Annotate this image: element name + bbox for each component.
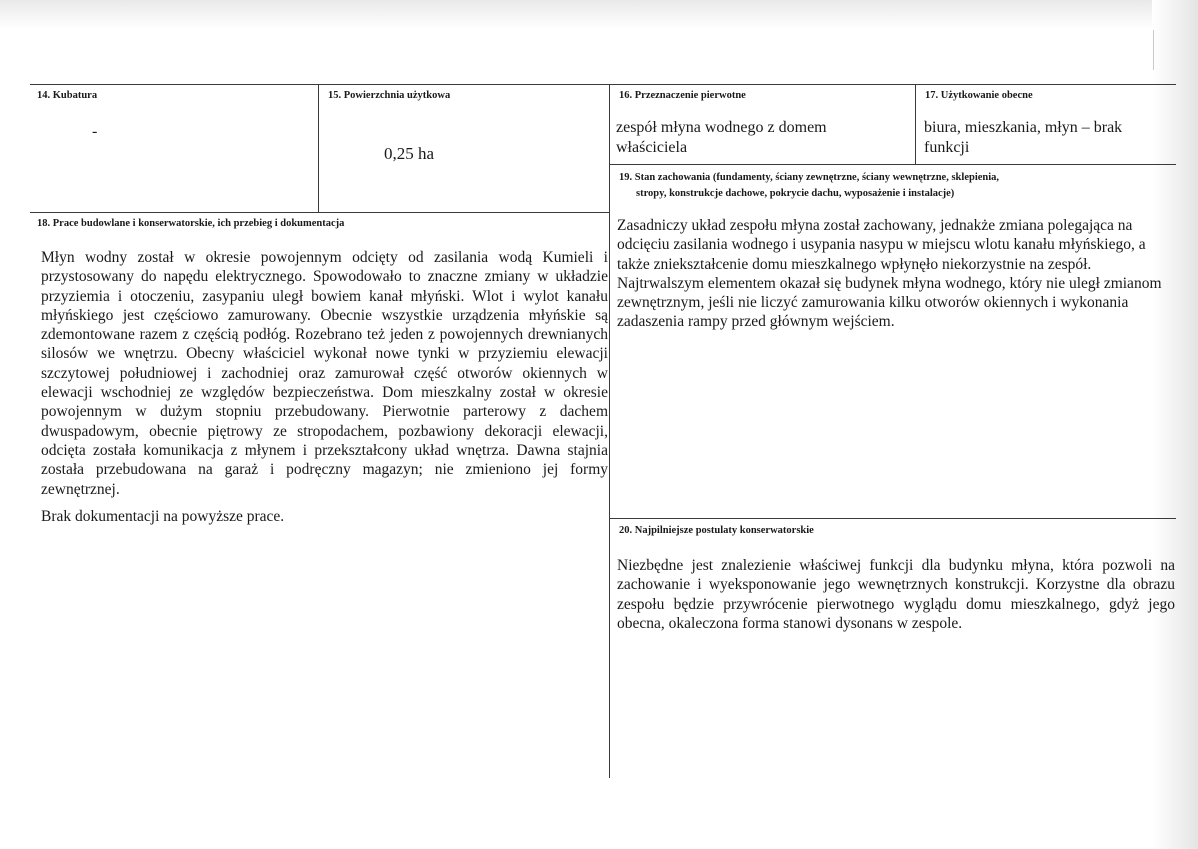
divider-19-20 [609,518,1176,519]
scan-top-shadow [0,0,1198,30]
field-14-label: 14. Kubatura [37,90,98,101]
divider-row1-left [30,212,609,213]
field-18-note: Brak dokumentacji na powyższe prace. [41,508,285,525]
field-17-label: 17. Użytkowanie obecne [925,90,1033,101]
field-14-value: - [92,123,98,140]
field-19-text: Zasadniczy układ zespołu młyna został zachowany, jednakże zmiana polegająca na odcięciu zasilania wodnego i usypania nasypu w miejscu wlotu kanału młyńskiego, a także zniekształcenie domu mieszkalnego wpłynęło niekorzystnie na zespół. Najtrwalszym elementem okazał się budynek młyna wodnego, który nie uległ zmianom zewnętrznym, jeśli nie liczyć zamurowania kilku otworów okiennych i wykonania zadaszenia rampy przed głównym wejściem. [617,217,1162,331]
divider-15-16 [609,84,610,778]
field-15-value: 0,25 ha [384,144,435,163]
field-17-value: biura, mieszkania, młyn – brak funkcji [924,119,1123,156]
scan-edge-mark [1153,30,1154,70]
divider-16-17 [915,84,916,164]
field-16-value: zespół młyna wodnego z domem właściciela [616,119,827,156]
field-18-text: Młyn wodny został w okresie powojennym odcięty od zasilania wodą Kumieli i przystosowany do napędu elektrycznego. Spowodowało to znaczne zmiany w układzie przyziemia i otoczeniu, zasypaniu uległ bowiem kanał młyński. Wlot i wylot kanału młyńskiego jest częściowo zamurowany. Obecnie wszystkie urządzenia młyńskie są zdemontowane razem z częścią podłóg. Rozebrano też jeden z powojennych drewnianych silosów we wnętrzu. Obecny właściciel wykonał nowe tynki w przyziemiu elewacji szczytowej południowej i zachodniej oraz zamurował część otworów okiennych w elewacji wschodniej ze względów bezpieczeństwa. Dom mieszkalny został w okresie powojennym w dużym stopniu przebudowany. Pierwotnie parterowy z dachem dwuspadowym, obecnie piętrowy ze stropodachem, pozbawiony dekoracji elewacji, odcięta została komunikacja z młynem i przekształcony układ wnętrza. Dawna stajnia została przebudowana na garaż i podręczny magazyn; nie zmieniono jej formy zewnętrznej. [41,249,608,498]
table-top-border [30,84,1176,85]
divider-14-15 [318,84,319,212]
divider-row1-right [609,164,1176,165]
field-18-label: 18. Prace budowlane i konserwatorskie, ich przebieg i dokumentacja [37,218,345,229]
scan-right-shadow [1152,0,1198,849]
field-20-label: 20. Najpilniejsze postulaty konserwatorskie [619,525,814,536]
field-20-text: Niezbędne jest znalezienie właściwej funkcji dla budynku młyna, która pozwoli na zachowanie i wyeksponowanie jego wewnętrznych konstrukcji. Korzystne dla obrazu zespołu będzie przywrócenie pierwotnego wyglądu domu mieszkalnego, gdyż jego obecna, okaleczona forma stanowi dysonans w zespole. [617,557,1175,632]
field-15-label: 15. Powierzchnia użytkowa [328,90,451,101]
field-19-label-line2: stropy, konstrukcje dachowe, pokrycie dachu, wyposażenie i instalacje) [636,188,955,199]
field-16-label: 16. Przeznaczenie pierwotne [619,90,746,101]
field-19-label-line1: 19. Stan zachowania (fundamenty, ściany zewnętrzne, ściany wewnętrzne, sklepienia, [619,172,1000,183]
